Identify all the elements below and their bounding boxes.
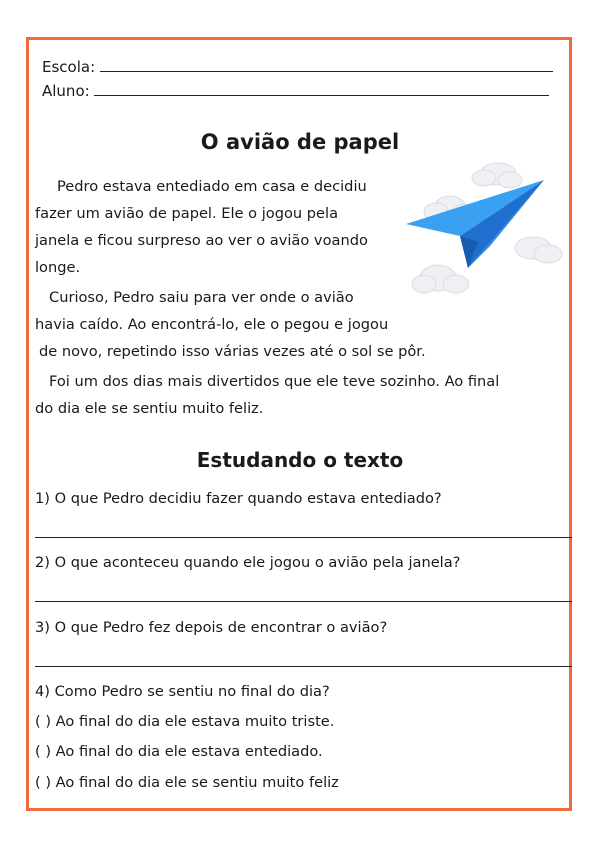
student-blank-line[interactable]	[94, 94, 549, 96]
story-line: janela e ficou surpreso ao ver o avião voando	[35, 232, 368, 249]
story-line: Foi um dos dias mais divertidos que ele teve sozinho. Ao final	[49, 373, 500, 390]
option-item[interactable]: ( ) Ao final do dia ele estava entediado.	[35, 743, 323, 760]
story-line: do dia ele se sentiu muito feliz.	[35, 400, 264, 417]
story-line: Curioso, Pedro saiu para ver onde o avião	[49, 289, 354, 306]
cloud-icon	[515, 237, 562, 263]
answer-line-2[interactable]	[35, 601, 572, 602]
school-label: Escola:	[42, 58, 96, 76]
story-title: O avião de papel	[200, 130, 400, 154]
story-line: de novo, repetindo isso várias vezes até o sol se pôr.	[39, 343, 426, 360]
answer-line-3[interactable]	[35, 666, 572, 667]
paper-plane-illustration	[398, 150, 568, 305]
cloud-icon	[412, 265, 469, 293]
story-line: Pedro estava entediado em casa e decidiu	[57, 178, 367, 195]
question-1: 1) O que Pedro decidiu fazer quando estava entediado?	[35, 490, 442, 507]
student-field	[42, 82, 549, 100]
answer-line-1[interactable]	[35, 537, 572, 538]
section-title: Estudando o texto	[196, 448, 404, 472]
story-line: longe.	[35, 259, 81, 276]
question-3: 3) O que Pedro fez depois de encontrar o avião?	[35, 619, 388, 636]
story-line: havia caído. Ao encontrá-lo, ele o pegou e jogou	[35, 316, 389, 333]
option-item[interactable]: ( ) Ao final do dia ele se sentiu muito feliz	[35, 774, 339, 791]
student-label: Aluno:	[42, 82, 90, 100]
story-line: fazer um avião de papel. Ele o jogou pela	[35, 205, 339, 222]
school-field	[42, 58, 553, 76]
question-2: 2) O que aconteceu quando ele jogou o avião pela janela?	[35, 554, 461, 571]
question-4: 4) Como Pedro se sentiu no final do dia?	[35, 683, 330, 700]
cloud-icon	[472, 163, 522, 188]
school-blank-line[interactable]	[100, 70, 553, 72]
option-item[interactable]: ( ) Ao final do dia ele estava muito triste.	[35, 713, 335, 730]
